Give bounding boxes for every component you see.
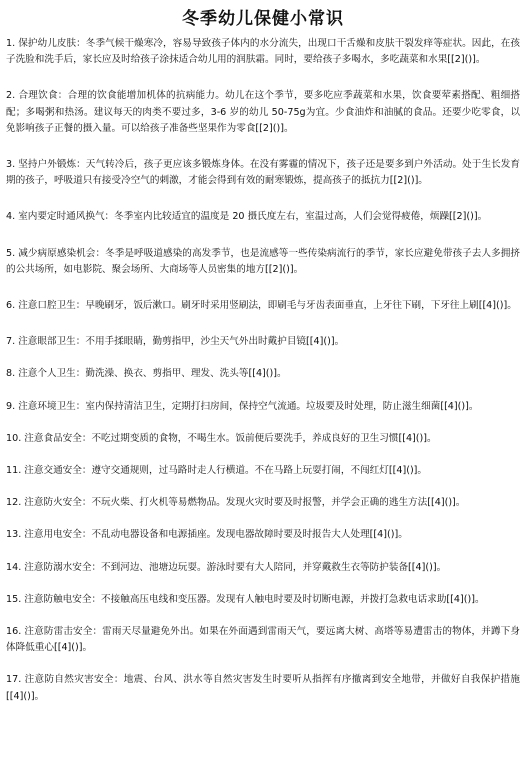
tip-item-12: 12. 注意防火安全：不玩火柴、打火机等易燃物品。发现火灾时要及时报警，并学会正确的逃生方法[[4]()]。 (6, 497, 466, 509)
tip-item-7: 7. 注意眼部卫生：不用手揉眼睛，勤剪指甲，沙尘天气外出时戴护目镜[[4]()]。 (6, 336, 345, 348)
tip-item-14: 14. 注意防溺水安全：不到河边、池塘边玩耍。游泳时要有大人陪同，并穿戴救生衣等防护装备[[4]()]。 (6, 561, 447, 573)
tip-item-15: 15. 注意防触电安全：不接触高压电线和变压器。发现有人触电时要及时切断电源，并拨打急救电话求助[[4]()]。 (6, 593, 485, 605)
tip-item-1: 1. 保护幼儿皮肤：冬季气候干燥寒冷，容易导致孩子体内的水分流失，出现口干舌燥和皮肤干裂发痒等症状。因此，在孩子洗脸和洗手后，家长应及时给孩子涂抹适合幼儿用的润肤霜。同时，要给孩子多喝水，多吃蔬菜和水果[[2]()]。 (6, 38, 520, 66)
tip-item-13: 13. 注意用电安全：不乱动电器设备和电源插座。发现电器故障时要及时报告大人处理[[4]()]。 (6, 529, 408, 541)
tip-item-10: 10. 注意食品安全：不吃过期变质的食物，不喝生水。饭前便后要洗手，养成良好的卫生习惯[[4]()]。 (6, 432, 437, 444)
document-title: 冬季幼儿保健小常识 (182, 9, 344, 29)
tip-item-11: 11. 注意交通安全：遵守交通规则，过马路时走人行横道。不在马路上玩耍打闹，不闯红灯[[4]()]。 (6, 465, 428, 477)
tip-item-17: 17. 注意防自然灾害安全：地震、台风、洪水等自然灾害发生时要听从指挥有序撤离到安全地带，并做好自我保护措施[[4]()]。 (6, 674, 520, 702)
tip-item-9: 9. 注意环境卫生：室内保持清洁卫生，定期打扫房间，保持空气流通。垃圾要及时处理，防止滋生细菌[[4]()]。 (6, 400, 479, 412)
tip-item-3: 3. 坚持户外锻炼：天气转冷后，孩子更应该多锻炼身体。在没有雾霾的情况下，孩子还是要多到户外活动。处于生长发育期的孩子，呼吸道只有接受冷空气的刺激，才能会得到有效的耐寒锻炼，提高孩子的抵抗力[[2]()]。 (6, 159, 520, 187)
tip-item-16: 16. 注意防雷击安全：雷雨天尽量避免外出。如果在外面遇到雷雨天气，要远离大树、高塔等易遭雷击的物体，并蹲下身体降低重心[[4]()]。 (6, 626, 520, 654)
tip-item-8: 8. 注意个人卫生：勤洗澡、换衣、剪指甲、理发、洗头等[[4]()]。 (6, 368, 287, 380)
tips-list (6, 36, 520, 705)
tip-item-5: 5. 减少病原感染机会：冬季是呼吸道感染的高发季节，也是流感等一些传染病流行的季节，家长应避免带孩子去人多拥挤的公共场所，如电影院、聚会场所、大商场等人员密集的地方[[2]()]。 (6, 247, 520, 275)
tip-item-6: 6. 注意口腔卫生：早晚刷牙，饭后漱口。刷牙时采用竖刷法，即刷毛与牙齿表面垂直，上牙往下刷，下牙往上刷[[4]()]。 (6, 300, 517, 312)
tip-item-4: 4. 室内要定时通风换气：冬季室内比较适宜的温度是 20 摄氏度左右，室温过高，人们会觉得疲倦，烦躁[[2]()]。 (6, 211, 488, 223)
tip-item-2: 2. 合理饮食：合理的饮食能增加机体的抗病能力。幼儿在这个季节，要多吃应季蔬菜和水果，饮食要荤素搭配、粗细搭配；多喝粥和热汤。建议每天的肉类不要过多，3-6 岁的幼儿 50-75g为宜。少食油炸和油腻的食品。还要少吃零食，以免影响孩子正餐的摄入量。可以给孩子准备些坚果作为零食[[2]()]。 (6, 90, 520, 134)
